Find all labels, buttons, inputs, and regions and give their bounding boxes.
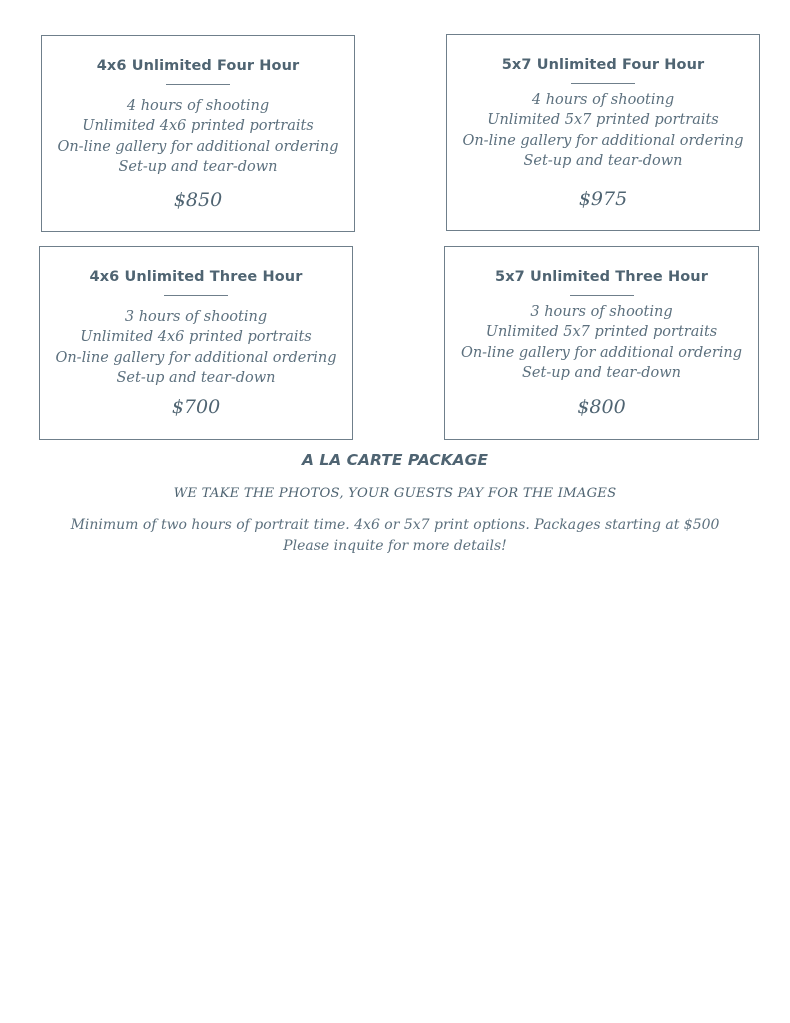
feature-line: Set-up and tear-down	[522, 365, 681, 382]
package-price: $700	[171, 396, 221, 418]
alacarte-description-line: Please inquite for more details!	[283, 538, 507, 554]
feature-line: 3 hours of shooting	[530, 304, 673, 320]
feature-line: Unlimited 4x6 printed portraits	[82, 118, 314, 135]
feature-line: 4 hours of shooting	[531, 92, 675, 108]
package-title: 5x7 Unlimited Four Hour	[501, 57, 705, 73]
title-divider	[166, 84, 230, 85]
package-price: $850	[173, 189, 223, 211]
feature-line: On-line gallery for additional ordering	[55, 349, 337, 366]
title-divider	[571, 83, 635, 84]
feature-line: 3 hours of shooting	[124, 309, 268, 325]
feature-line: Unlimited 5x7 printed portraits	[487, 112, 719, 129]
package-card-4x6-three-hour	[39, 246, 353, 440]
feature-line: 4 hours of shooting	[126, 98, 270, 114]
feature-line: Set-up and tear-down	[118, 159, 278, 176]
feature-line: On-line gallery for additional ordering	[460, 344, 743, 361]
package-card-4x6-four-hour	[41, 35, 355, 232]
feature-line: Unlimited 5x7 printed portraits	[485, 324, 718, 341]
package-title: 4x6 Unlimited Four Hour	[96, 58, 300, 74]
feature-line: Set-up and tear-down	[116, 370, 276, 387]
package-features	[447, 90, 759, 172]
package-features	[445, 302, 758, 384]
package-price: $975	[578, 188, 628, 210]
alacarte-description-line: Minimum of two hours of portrait time. 4x6 or 5x7 print options. Packages starting at $500	[70, 517, 720, 533]
alacarte-subheading: WE TAKE THE PHOTOS, YOUR GUESTS PAY FOR THE IMAGES	[173, 486, 617, 501]
feature-line: On-line gallery for additional ordering	[57, 138, 339, 155]
package-card-5x7-four-hour	[446, 34, 760, 231]
package-card-5x7-three-hour	[444, 246, 759, 440]
alacarte-heading: A LA CARTE PACKAGE	[302, 451, 488, 469]
title-divider	[570, 295, 634, 296]
feature-line: Set-up and tear-down	[523, 153, 683, 170]
package-title: 4x6 Unlimited Three Hour	[89, 269, 303, 285]
package-price: $800	[577, 396, 626, 418]
alacarte-description	[0, 515, 790, 557]
package-features	[40, 307, 352, 389]
feature-line: Unlimited 4x6 printed portraits	[80, 329, 312, 346]
feature-line: On-line gallery for additional ordering	[462, 132, 744, 149]
package-features	[42, 96, 354, 178]
title-divider	[164, 295, 228, 296]
package-title: 5x7 Unlimited Three Hour	[495, 269, 708, 285]
